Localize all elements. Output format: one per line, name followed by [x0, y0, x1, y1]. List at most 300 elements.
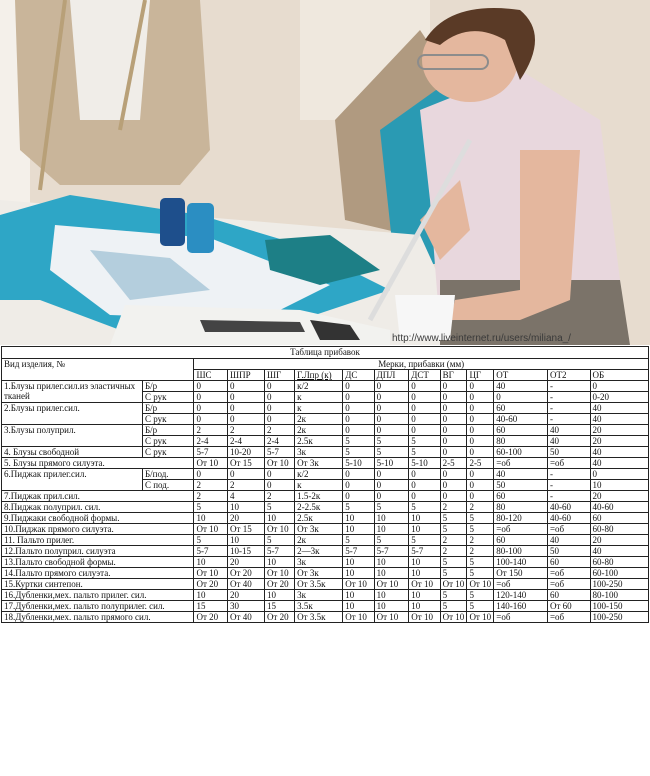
table-cell: 60 — [590, 513, 649, 524]
table-cell: 0 — [194, 469, 228, 480]
table-cell: 0 — [194, 392, 228, 403]
table-cell: 0 — [374, 480, 409, 491]
table-cell: 2к — [295, 414, 343, 425]
table-cell: 20 — [228, 590, 265, 601]
table-row — [2, 502, 649, 513]
table-cell: От 150 — [494, 568, 548, 579]
table-cell: 10 — [343, 590, 374, 601]
table-cell: От 10 — [374, 579, 409, 590]
table-row — [2, 513, 649, 524]
table-cell: 3к — [295, 590, 343, 601]
table-row — [2, 469, 649, 480]
row-sub-type: С рук — [142, 414, 193, 425]
table-cell: 0 — [374, 381, 409, 392]
table-cell: 10 — [343, 568, 374, 579]
table-cell: =об — [494, 524, 548, 535]
table-cell: 0 — [374, 469, 409, 480]
table-cell: 0 — [440, 403, 467, 414]
table-row — [2, 458, 649, 469]
table-cell: От 10 — [467, 612, 494, 623]
table-cell: 0 — [467, 425, 494, 436]
table-cell: 0 — [228, 403, 265, 414]
table-cell: От 60 — [547, 601, 590, 612]
table-cell: 0 — [467, 491, 494, 502]
table-cell: 60-100 — [494, 447, 548, 458]
table-cell: 5 — [409, 535, 440, 546]
column-header: Г.Лпр (к) — [295, 370, 343, 381]
allowances-table-sheet — [0, 346, 650, 776]
table-cell: 0 — [194, 381, 228, 392]
table-cell: 0 — [467, 392, 494, 403]
table-cell: 0 — [409, 381, 440, 392]
column-header-item: Вид изделия, № — [2, 359, 194, 381]
table-cell: От 40 — [228, 612, 265, 623]
table-cell: 0 — [409, 491, 440, 502]
row-item-name: 12.Пальто полуприл. силуэта — [2, 546, 194, 557]
table-cell: 0 — [228, 392, 265, 403]
table-cell: 10 — [194, 557, 228, 568]
table-cell: 10 — [374, 568, 409, 579]
table-cell: 0 — [194, 414, 228, 425]
table-cell: 40 — [547, 436, 590, 447]
table-cell: 80 — [494, 436, 548, 447]
table-cell: 80-100 — [590, 590, 649, 601]
table-cell: 2 — [440, 535, 467, 546]
table-cell: 0 — [590, 469, 649, 480]
table-cell: 10 — [374, 590, 409, 601]
table-cell: 10 — [374, 601, 409, 612]
table-cell: 60-100 — [590, 568, 649, 579]
table-cell: 0 — [440, 392, 467, 403]
table-cell: 100-140 — [494, 557, 548, 568]
table-cell: 0-20 — [590, 392, 649, 403]
row-sub-type: Б/р — [142, 381, 193, 392]
table-cell: 40-60 — [590, 502, 649, 513]
row-item-name: 16.Дубленки,мех. пальто прилег. сил. — [2, 590, 194, 601]
column-header: ОБ — [590, 370, 649, 381]
table-cell: 5 — [467, 590, 494, 601]
table-cell: От 3.5к — [295, 612, 343, 623]
table-cell: От 10 — [409, 612, 440, 623]
table-cell: 5 — [467, 557, 494, 568]
table-cell: 0 — [264, 381, 294, 392]
table-cell: 2к — [295, 535, 343, 546]
table-cell: 0 — [264, 392, 294, 403]
table-cell: От 10 — [264, 524, 294, 535]
table-cell: 60 — [547, 557, 590, 568]
header-photo — [0, 0, 650, 345]
table-cell: 0 — [194, 403, 228, 414]
row-item-name: 11. Пальто прилег. — [2, 535, 194, 546]
table-cell: 5-7 — [194, 546, 228, 557]
table-cell: 5 — [343, 535, 374, 546]
table-cell: 3к — [295, 447, 343, 458]
table-cell: 60 — [494, 491, 548, 502]
table-cell: 2 — [467, 546, 494, 557]
table-cell: 1.5-2к — [295, 491, 343, 502]
table-cell: 2 — [228, 425, 265, 436]
table-cell: 2.5к — [295, 436, 343, 447]
table-cell: 5 — [467, 524, 494, 535]
table-cell: 10 — [590, 480, 649, 491]
table-cell: 2 — [264, 491, 294, 502]
table-row — [2, 524, 649, 535]
table-cell: 5 — [343, 436, 374, 447]
table-cell: 2 — [440, 502, 467, 513]
table-cell: От 10 — [264, 458, 294, 469]
table-cell: =об — [547, 579, 590, 590]
row-sub-type: С под. — [142, 480, 193, 491]
column-header: ЦГ — [467, 370, 494, 381]
table-cell: 10 — [264, 557, 294, 568]
table-cell: 0 — [374, 491, 409, 502]
table-cell: 2-4 — [228, 436, 265, 447]
column-header: ВГ — [440, 370, 467, 381]
table-cell: 2к — [295, 425, 343, 436]
table-cell: От 3к — [295, 568, 343, 579]
table-cell: 0 — [374, 414, 409, 425]
table-cell: =об — [547, 458, 590, 469]
table-cell: 0 — [467, 480, 494, 491]
table-cell: 10 — [374, 557, 409, 568]
table-cell: 40-60 — [494, 414, 548, 425]
table-cell: 2-2.5к — [295, 502, 343, 513]
table-cell: 20 — [590, 425, 649, 436]
table-cell: От 3к — [295, 458, 343, 469]
table-cell: От 10 — [440, 612, 467, 623]
table-cell: От 20 — [264, 579, 294, 590]
table-cell: - — [547, 381, 590, 392]
table-cell: 15 — [194, 601, 228, 612]
table-cell: - — [547, 403, 590, 414]
row-sub-type: С рук — [142, 392, 193, 403]
table-cell: 2-5 — [440, 458, 467, 469]
table-cell: 2-5 — [467, 458, 494, 469]
table-cell: 60 — [494, 403, 548, 414]
table-cell: 5-10 — [343, 458, 374, 469]
table-cell: 5 — [440, 513, 467, 524]
table-cell: От 10 — [467, 579, 494, 590]
table-cell: 5 — [264, 535, 294, 546]
table-cell: 5-10 — [374, 458, 409, 469]
table-cell: - — [547, 469, 590, 480]
table-cell: 5-10 — [409, 458, 440, 469]
table-cell: 10 — [264, 590, 294, 601]
table-cell: 0 — [374, 392, 409, 403]
table-cell: 10 — [343, 513, 374, 524]
column-header: ШГ — [264, 370, 294, 381]
table-cell: 40 — [547, 425, 590, 436]
table-row — [2, 590, 649, 601]
table-cell: - — [547, 414, 590, 425]
table-cell: От 10 — [374, 612, 409, 623]
table-cell: От 10 — [343, 579, 374, 590]
table-cell: 60 — [547, 590, 590, 601]
table-cell: 80 — [494, 502, 548, 513]
table-cell: 0 — [343, 425, 374, 436]
table-cell: 5-7 — [374, 546, 409, 557]
table-title: Таблица прибавок — [2, 347, 649, 359]
table-cell: 0 — [343, 414, 374, 425]
table-cell: 100-150 — [590, 601, 649, 612]
table-cell: 40-60 — [547, 513, 590, 524]
table-cell: 2 — [264, 425, 294, 436]
table-row — [2, 447, 649, 458]
table-cell: 60 — [494, 535, 548, 546]
table-cell: 0 — [494, 392, 548, 403]
table-cell: От 20 — [194, 579, 228, 590]
table-cell: От 20 — [264, 612, 294, 623]
row-item-name: 4. Блузы свободной — [2, 447, 143, 458]
table-cell: 2-4 — [194, 436, 228, 447]
table-cell: 0 — [343, 480, 374, 491]
table-row — [2, 403, 649, 414]
table-cell: 20 — [228, 557, 265, 568]
table-cell: 2—3к — [295, 546, 343, 557]
table-cell: 20 — [590, 436, 649, 447]
table-cell: 40 — [590, 414, 649, 425]
column-header: ДС — [343, 370, 374, 381]
row-item-name: 13.Пальто свободной формы. — [2, 557, 194, 568]
table-cell: 10 — [409, 557, 440, 568]
table-cell: 100-250 — [590, 612, 649, 623]
table-cell: 10-15 — [228, 546, 265, 557]
table-cell: =об — [547, 612, 590, 623]
table-cell: 0 — [343, 403, 374, 414]
table-cell: 0 — [440, 436, 467, 447]
table-cell: 10 — [194, 590, 228, 601]
table-cell: 15 — [264, 601, 294, 612]
row-sub-type: Б/р — [142, 425, 193, 436]
table-cell: 0 — [467, 403, 494, 414]
table-cell: 5 — [374, 447, 409, 458]
table-cell: 40 — [494, 381, 548, 392]
column-header: ШС — [194, 370, 228, 381]
table-cell: 2.5к — [295, 513, 343, 524]
table-cell: 5 — [194, 502, 228, 513]
table-cell: 5-7 — [409, 546, 440, 557]
table-cell: 3к — [295, 557, 343, 568]
table-cell: 10 — [264, 513, 294, 524]
table-cell: 0 — [343, 381, 374, 392]
table-cell: 5-7 — [343, 546, 374, 557]
table-cell: к — [295, 480, 343, 491]
table-cell: 20 — [228, 513, 265, 524]
row-item-name: 6.Пиджак прилег.сил. — [2, 469, 143, 491]
table-cell: 5 — [440, 601, 467, 612]
table-cell: От 10 — [264, 568, 294, 579]
table-cell: 5 — [409, 502, 440, 513]
table-cell: 2 — [467, 535, 494, 546]
table-cell: 5 — [409, 436, 440, 447]
table-cell: к/2 — [295, 469, 343, 480]
column-header: ДПЛ — [374, 370, 409, 381]
table-cell: 2 — [440, 546, 467, 557]
table-cell: 40 — [494, 469, 548, 480]
table-cell: 50 — [547, 546, 590, 557]
table-cell: От 3.5к — [295, 579, 343, 590]
row-item-name: 3.Блузы полуприл. — [2, 425, 143, 447]
table-cell: 0 — [440, 414, 467, 425]
table-cell: 10 — [343, 557, 374, 568]
table-cell: 5 — [374, 535, 409, 546]
table-cell: 2 — [194, 491, 228, 502]
table-cell: к/2 — [295, 381, 343, 392]
table-cell: 5 — [467, 513, 494, 524]
table-cell: 2-4 — [264, 436, 294, 447]
table-row — [2, 612, 649, 623]
row-item-name: 10.Пиджак прямого силуэта. — [2, 524, 194, 535]
table-cell: 0 — [264, 480, 294, 491]
table-cell: =об — [494, 612, 548, 623]
table-row — [2, 601, 649, 612]
row-item-name: 18.Дубленки,мех. пальто прямого сил. — [2, 612, 194, 623]
table-cell: От 10 — [343, 612, 374, 623]
table-cell: =об — [547, 568, 590, 579]
table-cell: 0 — [467, 414, 494, 425]
table-cell: От 40 — [228, 579, 265, 590]
row-item-name: 17.Дубленки,мех. пальто полуприлег. сил. — [2, 601, 194, 612]
table-cell: 10 — [409, 524, 440, 535]
table-cell: 5 — [440, 590, 467, 601]
table-cell: 2 — [194, 425, 228, 436]
table-cell: 0 — [374, 403, 409, 414]
table-cell: 3.5к — [295, 601, 343, 612]
table-cell: 5 — [374, 502, 409, 513]
table-cell: 40 — [590, 403, 649, 414]
group-header: Мерки, прибавки (мм) — [194, 359, 649, 370]
table-cell: 5-7 — [264, 447, 294, 458]
table-cell: 40 — [547, 535, 590, 546]
table-cell: 10 — [343, 524, 374, 535]
table-cell: 0 — [228, 381, 265, 392]
row-item-name: 8.Пиджак полуприл. сил. — [2, 502, 194, 513]
table-cell: 30 — [228, 601, 265, 612]
table-cell: 0 — [440, 381, 467, 392]
table-cell: 5 — [374, 436, 409, 447]
table-cell: От 10 — [409, 579, 440, 590]
table-cell: 0 — [440, 425, 467, 436]
table-cell: 140-160 — [494, 601, 548, 612]
row-item-name: 1.Блузы прилег.сил.из эластичных тканей — [2, 381, 143, 403]
table-cell: 5 — [194, 535, 228, 546]
table-cell: 0 — [409, 414, 440, 425]
watermark-url: http://www.liveinternet.ru/users/miliana_/ — [392, 333, 571, 344]
row-item-name: 2.Блузы прилег.сил. — [2, 403, 143, 425]
table-cell: 10-20 — [228, 447, 265, 458]
row-sub-type: Б/под. — [142, 469, 193, 480]
table-row — [2, 381, 649, 392]
table-row — [2, 535, 649, 546]
table-row — [2, 425, 649, 436]
table-cell: 2 — [194, 480, 228, 491]
table-cell: 10 — [409, 568, 440, 579]
table-cell: =об — [494, 458, 548, 469]
table-cell: 10 — [374, 524, 409, 535]
table-cell: От 3к — [295, 524, 343, 535]
table-cell: От 10 — [194, 458, 228, 469]
table-cell: От 10 — [194, 524, 228, 535]
table-cell: 60-80 — [590, 557, 649, 568]
table-cell: 5 — [343, 447, 374, 458]
table-cell: 0 — [440, 447, 467, 458]
table-cell: 20 — [590, 535, 649, 546]
table-cell: 0 — [228, 469, 265, 480]
table-cell: 0 — [409, 425, 440, 436]
table-cell: 10 — [409, 513, 440, 524]
table-cell: - — [547, 480, 590, 491]
table-cell: 5 — [409, 447, 440, 458]
table-cell: 0 — [409, 392, 440, 403]
table-cell: 40-60 — [547, 502, 590, 513]
row-item-name: 15.Куртки синтепон. — [2, 579, 194, 590]
table-cell: От 10 — [194, 568, 228, 579]
table-cell: 10 — [374, 513, 409, 524]
table-cell: От 10 — [440, 579, 467, 590]
row-item-name: 9.Пиджаки свободной формы. — [2, 513, 194, 524]
table-cell: 0 — [409, 403, 440, 414]
table-cell: =об — [547, 524, 590, 535]
table-cell: 0 — [343, 491, 374, 502]
table-row — [2, 491, 649, 502]
table-cell: От 20 — [194, 612, 228, 623]
column-header: ДСТ — [409, 370, 440, 381]
table-cell: 120-140 — [494, 590, 548, 601]
table-cell: 40 — [590, 458, 649, 469]
table-cell: 10 — [228, 502, 265, 513]
table-cell: 5 — [440, 557, 467, 568]
table-cell: 10 — [228, 535, 265, 546]
table-cell: к — [295, 392, 343, 403]
table-cell: 50 — [547, 447, 590, 458]
table-cell: 0 — [440, 491, 467, 502]
row-item-name: 7.Пиджак прил.сил. — [2, 491, 194, 502]
table-cell: 0 — [409, 480, 440, 491]
table-cell: 5-7 — [264, 546, 294, 557]
table-cell: - — [547, 392, 590, 403]
table-cell: 60 — [494, 425, 548, 436]
table-cell: =об — [494, 579, 548, 590]
table-cell: 0 — [264, 403, 294, 414]
table-cell: 0 — [228, 414, 265, 425]
table-cell: 2 — [228, 480, 265, 491]
row-sub-type: С рук — [142, 436, 193, 447]
table-cell: 100-250 — [590, 579, 649, 590]
table-cell: 0 — [264, 469, 294, 480]
table-cell: 4 — [228, 491, 265, 502]
table-cell: 80-100 — [494, 546, 548, 557]
table-cell: 5 — [264, 502, 294, 513]
table-row — [2, 579, 649, 590]
table-cell: 2 — [467, 502, 494, 513]
table-cell: 0 — [440, 480, 467, 491]
table-cell: 5 — [440, 568, 467, 579]
table-cell: 20 — [590, 491, 649, 502]
table-cell: - — [547, 491, 590, 502]
row-sub-type: Б/р — [142, 403, 193, 414]
table-cell: 0 — [467, 447, 494, 458]
table-cell: 10 — [194, 513, 228, 524]
table-cell: 0 — [467, 436, 494, 447]
row-sub-type: С рук — [142, 447, 193, 458]
table-cell: 50 — [494, 480, 548, 491]
table-cell: 0 — [590, 381, 649, 392]
row-item-name: 14.Пальто прямого силуэта. — [2, 568, 194, 579]
table-cell: 0 — [467, 469, 494, 480]
table-cell: 5 — [440, 524, 467, 535]
table-cell: 10 — [409, 601, 440, 612]
table-cell: 0 — [343, 469, 374, 480]
